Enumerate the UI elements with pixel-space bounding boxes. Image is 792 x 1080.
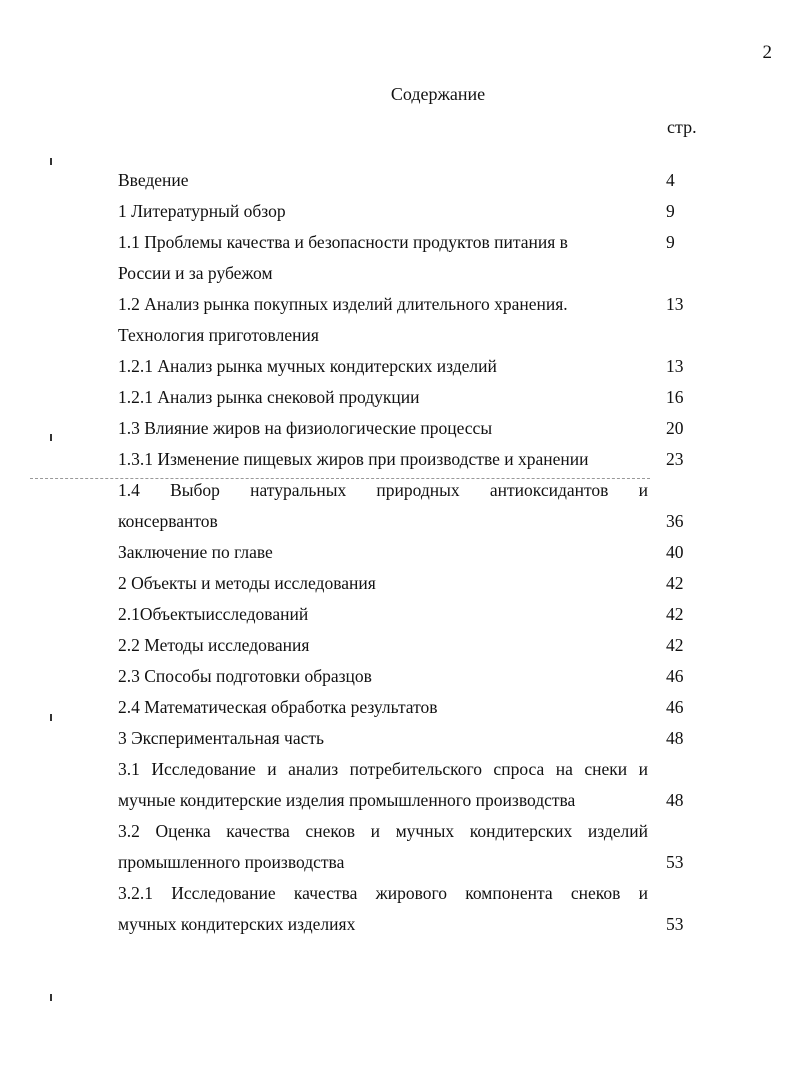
toc-entry-text: 1.2 Анализ рынка покупных изделий длительного хранения. bbox=[118, 294, 568, 314]
toc-entry-page: 9 bbox=[666, 201, 675, 221]
toc-entry-text: 2.4 Математическая обработка результатов bbox=[118, 697, 438, 717]
toc-entry-page: 42 bbox=[666, 573, 684, 593]
margin-mark bbox=[50, 714, 52, 721]
toc-entry-text: 1.3 Влияние жиров на физиологические процессы bbox=[118, 418, 493, 438]
toc-entry-text: 1.4 Выбор натуральных природных антиоксидантов и bbox=[118, 480, 648, 500]
toc-entry-text: консервантов bbox=[118, 511, 218, 531]
toc-row bbox=[118, 413, 686, 444]
toc-entry-page: 53 bbox=[666, 914, 684, 934]
toc-entry-text: 2.2 Методы исследования bbox=[118, 635, 310, 655]
toc-entry-text: мучных кондитерских изделиях bbox=[118, 914, 356, 934]
toc-row bbox=[118, 723, 686, 754]
toc-entry-page: 48 bbox=[666, 728, 684, 748]
toc-row bbox=[118, 909, 686, 940]
toc-entry-page: 9 bbox=[666, 232, 675, 252]
toc-row bbox=[118, 754, 686, 785]
toc-entry-text: 1.2.1 Анализ рынка мучных кондитерских изделий bbox=[118, 356, 497, 376]
toc-row bbox=[118, 196, 686, 227]
toc-entry-text: 1.2.1 Анализ рынка снековой продукции bbox=[118, 387, 420, 407]
page-column-header: стр. bbox=[667, 117, 697, 137]
toc-row bbox=[118, 351, 686, 382]
toc-entry-text: 1 Литературный обзор bbox=[118, 201, 286, 221]
toc-row bbox=[118, 692, 686, 723]
toc-entry-text: 3 Экспериментальная часть bbox=[118, 728, 324, 748]
toc-entry-page: 16 bbox=[666, 387, 684, 407]
toc-row bbox=[118, 630, 686, 661]
toc-entry-text: Технология приготовления bbox=[118, 325, 319, 345]
toc-entry-page: 4 bbox=[666, 170, 675, 190]
toc-entry-text: 3.2.1 Исследование качества жирового компонента снеков и bbox=[118, 883, 648, 903]
toc-entry-page: 48 bbox=[666, 790, 684, 810]
toc-row bbox=[118, 227, 686, 258]
toc-entry-text: 3.2 Оценка качества снеков и мучных кондитерских изделий bbox=[118, 821, 648, 841]
toc-row bbox=[118, 165, 686, 196]
toc-entry-page: 42 bbox=[666, 604, 684, 624]
toc-row bbox=[118, 816, 686, 847]
toc-entry-text: России и за рубежом bbox=[118, 263, 273, 283]
page-title: Содержание bbox=[390, 84, 486, 104]
toc-entry-page: 42 bbox=[666, 635, 684, 655]
toc-entry-page: 13 bbox=[666, 294, 684, 314]
toc-row bbox=[118, 382, 686, 413]
toc-entry-text: 2.1Объектыисследований bbox=[118, 604, 309, 624]
toc-entry-text: 2 Объекты и методы исследования bbox=[118, 573, 376, 593]
toc-entry-page: 20 bbox=[666, 418, 684, 438]
margin-mark bbox=[50, 158, 52, 165]
toc-row bbox=[118, 878, 686, 909]
toc-row bbox=[118, 506, 686, 537]
toc-entry-text: Заключение по главе bbox=[118, 542, 273, 562]
toc-row bbox=[118, 444, 686, 475]
toc-entry-page: 46 bbox=[666, 666, 684, 686]
toc-entry-page: 40 bbox=[666, 542, 684, 562]
toc-entry-text: 2.3 Способы подготовки образцов bbox=[118, 666, 372, 686]
toc-row bbox=[118, 785, 686, 816]
toc-row bbox=[118, 320, 686, 351]
toc-row bbox=[118, 537, 686, 568]
table-of-contents bbox=[118, 165, 686, 940]
toc-entry-page: 23 bbox=[666, 449, 684, 469]
margin-mark bbox=[50, 434, 52, 441]
toc-entry-page: 46 bbox=[666, 697, 684, 717]
page-number: 2 bbox=[762, 42, 772, 63]
toc-entry-page: 13 bbox=[666, 356, 684, 376]
toc-entry-text: Введение bbox=[118, 170, 189, 190]
toc-row bbox=[118, 599, 686, 630]
toc-row bbox=[118, 475, 686, 506]
toc-row bbox=[118, 661, 686, 692]
toc-row bbox=[118, 258, 686, 289]
margin-mark bbox=[50, 994, 52, 1001]
toc-entry-text: 1.3.1 Изменение пищевых жиров при производстве и хранении bbox=[118, 449, 589, 469]
toc-row bbox=[118, 289, 686, 320]
toc-entry-text: мучные кондитерские изделия промышленного производства bbox=[118, 790, 576, 810]
toc-entry-text: 1.1 Проблемы качества и безопасности продуктов питания в bbox=[118, 232, 568, 252]
toc-row bbox=[118, 847, 686, 878]
toc-entry-page: 53 bbox=[666, 852, 684, 872]
toc-entry-text: 3.1 Исследование и анализ потребительского спроса на снеки и bbox=[118, 759, 648, 779]
toc-row bbox=[118, 568, 686, 599]
toc-entry-page: 36 bbox=[666, 511, 684, 531]
toc-entry-text: промышленного производства bbox=[118, 852, 345, 872]
